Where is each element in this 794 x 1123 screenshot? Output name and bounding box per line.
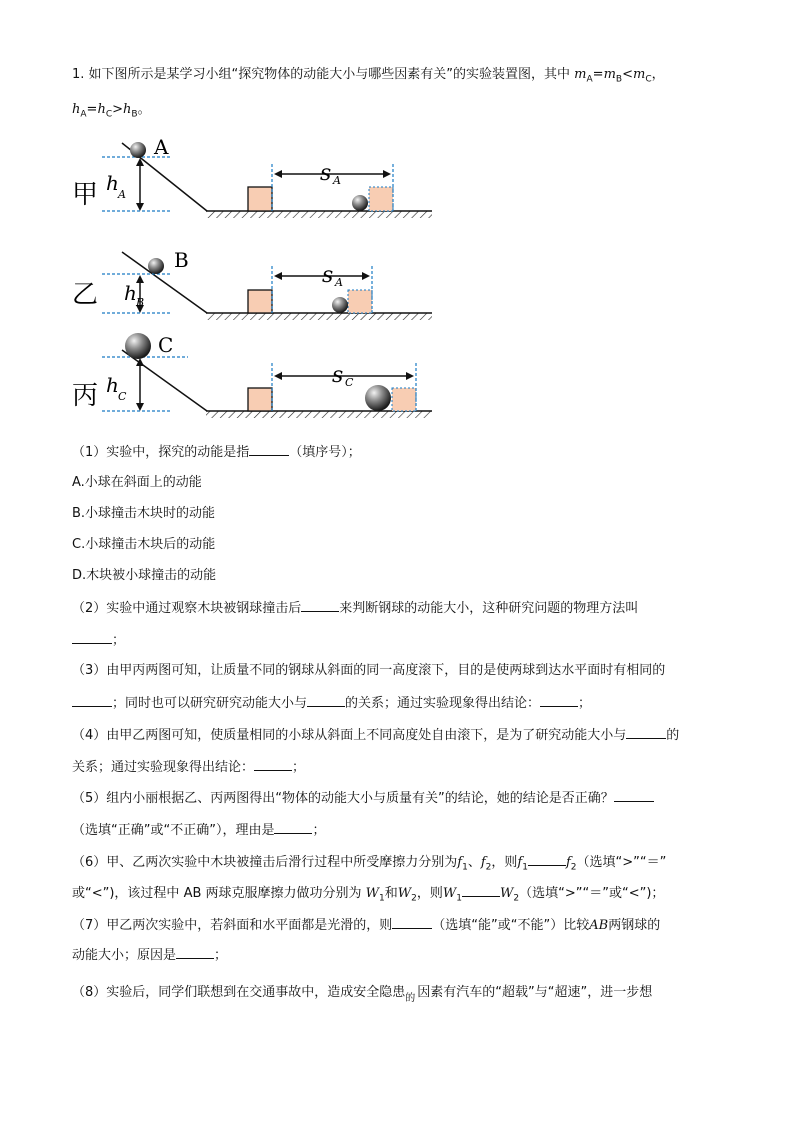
block-end-jia — [369, 187, 393, 211]
question-stem-heights: $h_A=h_C>h_B$。 — [72, 102, 151, 120]
answer-blank[interactable] — [301, 599, 339, 612]
distance-label-bing: s — [332, 363, 344, 388]
ground-yi — [206, 313, 432, 320]
svg-text:A: A — [118, 188, 126, 201]
experiment-diagram — [60, 128, 440, 428]
q3-line2: ；同时也可以研究研究动能大小与 的关系；通过实验现象得出结论： ； — [72, 694, 591, 713]
distance-label-yi: s — [322, 263, 334, 288]
ball-label-a: A — [154, 135, 169, 159]
q5-line1: （5）组内小丽根据乙、丙两图得出“物体的动能大小与质量有关”的结论，她的结论是否正确？ — [72, 789, 654, 808]
question-number: 1. — [72, 67, 85, 82]
q1-option-b: B.小球撞击木块时的动能 — [72, 506, 216, 521]
answer-blank[interactable] — [307, 694, 345, 707]
q5-line2: （选填“正确”或“不正确”），理由是 ； — [72, 823, 326, 838]
row-bing — [72, 333, 432, 418]
answer-blank[interactable] — [392, 916, 432, 929]
ball-a-end — [352, 195, 368, 211]
q6-line2: 或“<”)，该过程中 AB 两球克服摩擦力做功分别为 $W_1$和$W_2$，则$W_1$ $W_2$（选填“>”“＝”或“<”)； — [72, 886, 665, 904]
question-stem: 1. 如下图所示是某学习小组“探究物体的动能大小与哪些因素有关”的实验装置图，其中 $m_A=m_B<m_C$， — [72, 67, 665, 85]
block-start-jia — [248, 187, 272, 211]
experiment-figure — [60, 128, 440, 428]
answer-blank[interactable] — [462, 884, 500, 897]
block-end-bing — [392, 388, 416, 411]
ground-bing — [206, 411, 432, 418]
distance-label-jia: s — [320, 161, 332, 186]
svg-text:A: A — [333, 174, 341, 187]
q4-line2: 关系；通过实验现象得出结论： ； — [72, 760, 306, 775]
height-label-jia: h — [106, 171, 119, 195]
answer-blank[interactable] — [540, 694, 578, 707]
q1-prompt: （1）实验中，探究的动能是指 （填序号）； — [72, 445, 361, 460]
row-yi — [72, 248, 432, 320]
row-char-jia: 甲 — [72, 180, 99, 210]
svg-text:C: C — [345, 376, 354, 389]
answer-blank[interactable] — [614, 789, 654, 802]
ball-c-end — [365, 385, 391, 411]
svg-text:B: B — [136, 296, 145, 309]
ball-label-c: C — [158, 333, 174, 357]
q1-option-d: D.木块被小球撞击的动能 — [72, 568, 217, 583]
answer-blank[interactable] — [626, 726, 666, 739]
row-jia — [72, 135, 432, 218]
q7-line2: 动能大小；原因是 ； — [72, 948, 228, 963]
row-char-bing: 丙 — [72, 381, 99, 411]
answer-blank[interactable] — [528, 853, 566, 866]
question-stem-text: 如下图所示是某学习小组“探究物体的动能大小与哪些因素有关”的实验装置图，其中 — [88, 67, 571, 82]
q6-line1: （6）甲、乙两次实验中木块被撞击后滑行过程中所受摩擦力分别为$f_1$、$f_2$，则$f_1$ $f_2$（选填“>”“＝” — [72, 855, 667, 873]
ball-b-end — [332, 297, 348, 313]
q2-line1: （2）实验中通过观察木块被钢球撞击后 来判断钢球的动能大小，这种研究问题的物理方法叫 — [72, 601, 639, 616]
ground-jia — [206, 211, 432, 218]
block-end-yi — [348, 290, 372, 313]
answer-blank[interactable] — [249, 443, 289, 456]
answer-blank[interactable] — [274, 821, 312, 834]
svg-text:A: A — [335, 276, 343, 289]
ball-a — [130, 142, 146, 158]
answer-blank[interactable] — [254, 758, 292, 771]
q4-line1: （4）由甲乙两图可知，使质量相同的小球从斜面上不同高度处自由滚下，是为了研究动能大小与 的 — [72, 728, 680, 743]
q8-line1: （8）实验后，同学们联想到在交通事故中，造成安全隐患 的 因素有汽车的“超载”与“超速”，进一步想 — [72, 985, 653, 1004]
answer-blank[interactable] — [72, 694, 112, 707]
ramp-bing — [122, 350, 207, 411]
block-start-yi — [248, 290, 272, 313]
height-label-yi: h — [124, 281, 137, 305]
ball-b — [148, 258, 164, 274]
q2-line2: ； — [72, 631, 125, 650]
q1-option-a: A.小球在斜面上的动能 — [72, 475, 202, 490]
row-char-yi: 乙 — [72, 280, 99, 310]
ball-label-b: B — [174, 248, 189, 272]
block-start-bing — [248, 388, 272, 411]
answer-blank[interactable] — [72, 631, 112, 644]
q1-option-c: C.小球撞击木块后的动能 — [72, 537, 216, 552]
svg-text:C: C — [118, 390, 127, 403]
q3-line1: （3）由甲丙两图可知，让质量不同的钢球从斜面的同一高度滚下，目的是使两球到达水平面时有相同的 — [72, 663, 666, 678]
q7-line1: （7）甲乙两次实验中，若斜面和水平面都是光滑的，则 （选填“能”或“不能”）比较AB两钢球的 — [72, 918, 661, 933]
answer-blank[interactable] — [176, 946, 214, 959]
height-label-bing: h — [106, 373, 119, 397]
ball-c — [125, 333, 151, 359]
